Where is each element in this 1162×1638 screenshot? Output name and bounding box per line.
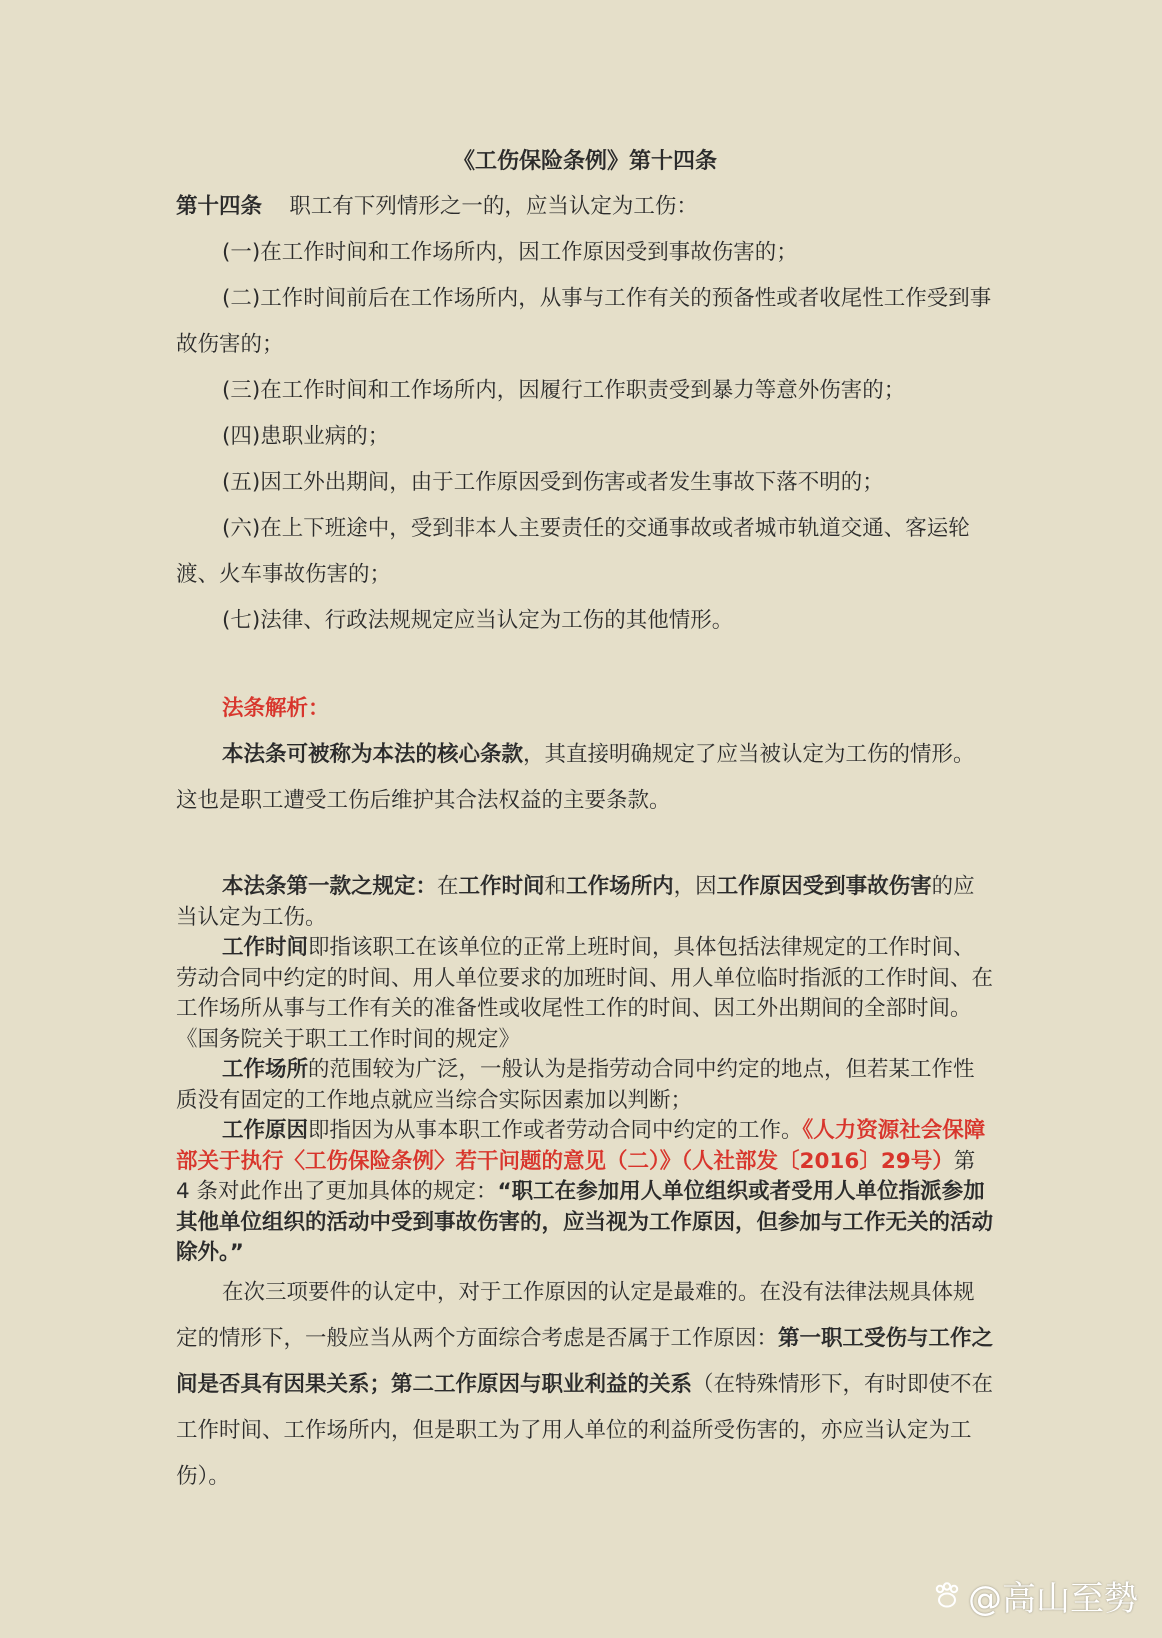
article-item-5: (五)因工外出期间，由于工作原因受到伤害或者发生事故下落不明的；: [222, 470, 884, 495]
document-title: 《工伤保险条例》第十四条: [452, 149, 717, 174]
regulation-reference: 《人力资源社会保障部关于执行〈工伤保险条例〉若干问题的意见（二）》（人社部发〔2016〕29号）: [176, 1118, 986, 1174]
text-fragment: 和: [544, 874, 567, 899]
work-cause-term: 工作原因: [222, 1118, 309, 1143]
article-item-2: (二)工作时间前后在工作场所内，从事与工作有关的预备性或者收尾性工作受到事故伤害的；: [176, 286, 992, 357]
analysis-intro-rest: ，其直接明确规定了应当被认定为工伤的情形。这也是职工遭受工伤后维护其合法权益的主要条款。: [176, 742, 975, 813]
watermark-text: @高山至勢: [968, 1579, 1138, 1619]
conclusion-text: 在次三项要件的认定中，对于工作原因的认定是最难的。在没有法律法规具体规定的情形下，一般应当从两个方面综合考虑是否属于工作原因：: [176, 1280, 975, 1351]
text-fragment: 的应当认定为工伤。: [176, 874, 975, 930]
work-cause-paragraph: [176, 1116, 994, 1269]
analysis-intro: [176, 732, 994, 824]
work-place-term: 工作场所: [222, 1057, 309, 1082]
analysis-heading: 法条解析：: [222, 696, 330, 721]
conclusion-note: （在特殊情形下，有时即使不在工作时间、工作场所内，但是职工为了用人单位的利益所受伤害的，亦应当认定为工伤）。: [176, 1372, 994, 1489]
term-work-time: 工作时间: [458, 874, 545, 899]
clause-one-paragraph: [176, 872, 994, 933]
clause-one-label: 本法条第一款之规定：: [222, 874, 438, 899]
article-item-3: (三)在工作时间和工作场所内，因履行工作职责受到暴力等意外伤害的；: [222, 378, 906, 403]
regulation-quote: “职工在参加用人单位组织或者受用人单位指派参加其他单位组织的活动中受到事故伤害的，应当视为工作原因，但参加与工作无关的活动除外。”: [176, 1179, 994, 1265]
work-cause-text: 即指因为从事本职工作或者劳动合同中约定的工作。: [308, 1118, 803, 1143]
text-fragment: ，因: [673, 874, 717, 899]
conclusion-section: [176, 1270, 994, 1500]
text-fragment: 在: [437, 874, 459, 899]
work-time-term: 工作时间: [222, 935, 309, 960]
article-section: [176, 184, 994, 644]
paw-icon: [930, 1581, 964, 1611]
term-work-cause-injury: 工作原因受到事故伤害: [716, 874, 932, 899]
work-place-paragraph: [176, 1055, 994, 1116]
article-label: 第十四条: [176, 194, 263, 219]
analysis-intro-bold: 本法条可被称为本法的核心条款: [222, 742, 524, 767]
clause-one-section: [176, 872, 994, 1269]
watermark: [930, 1571, 1138, 1620]
work-time-text: 即指该职工在该单位的正常上班时间，具体包括法律规定的工作时间、劳动合同中约定的时间、用人单位要求的加班时间、用人单位临时指派的工作时间、在工作场所从事与工作有关的准备性或收尾性工作的时间、因工外出期间的全部时间。《国务院关于职工工作时间的规定》: [176, 935, 994, 1052]
article-lead: [176, 184, 994, 230]
article-item-7: (七)法律、行政法规规定应当认定为工伤的其他情形。: [222, 608, 734, 633]
article-lead-text: 职工有下列情形之一的，应当认定为工伤：: [289, 194, 698, 219]
work-cause-mid: 第 4 条对此作出了更加具体的规定：: [176, 1148, 976, 1204]
work-place-text: 的范围较为广泛，一般认为是指劳动合同中约定的地点，但若某工作性质没有固定的工作地点就应当综合实际因素加以判断；: [176, 1057, 975, 1113]
conclusion-paragraph: [176, 1270, 994, 1500]
article-item-4: (四)患职业病的；: [222, 424, 390, 449]
work-time-paragraph: [176, 933, 994, 1055]
term-work-place: 工作场所内: [566, 874, 674, 899]
analysis-section: [176, 686, 994, 824]
article-item-6: (六)在上下班途中，受到非本人主要责任的交通事故或者城市轨道交通、客运轮渡、火车事故伤害的；: [176, 516, 970, 587]
article-item-1: (一)在工作时间和工作场所内，因工作原因受到事故伤害的；: [222, 240, 798, 265]
conclusion-bold: 第一职工受伤与工作之间是否具有因果关系；第二工作原因与职业利益的关系: [176, 1326, 994, 1397]
